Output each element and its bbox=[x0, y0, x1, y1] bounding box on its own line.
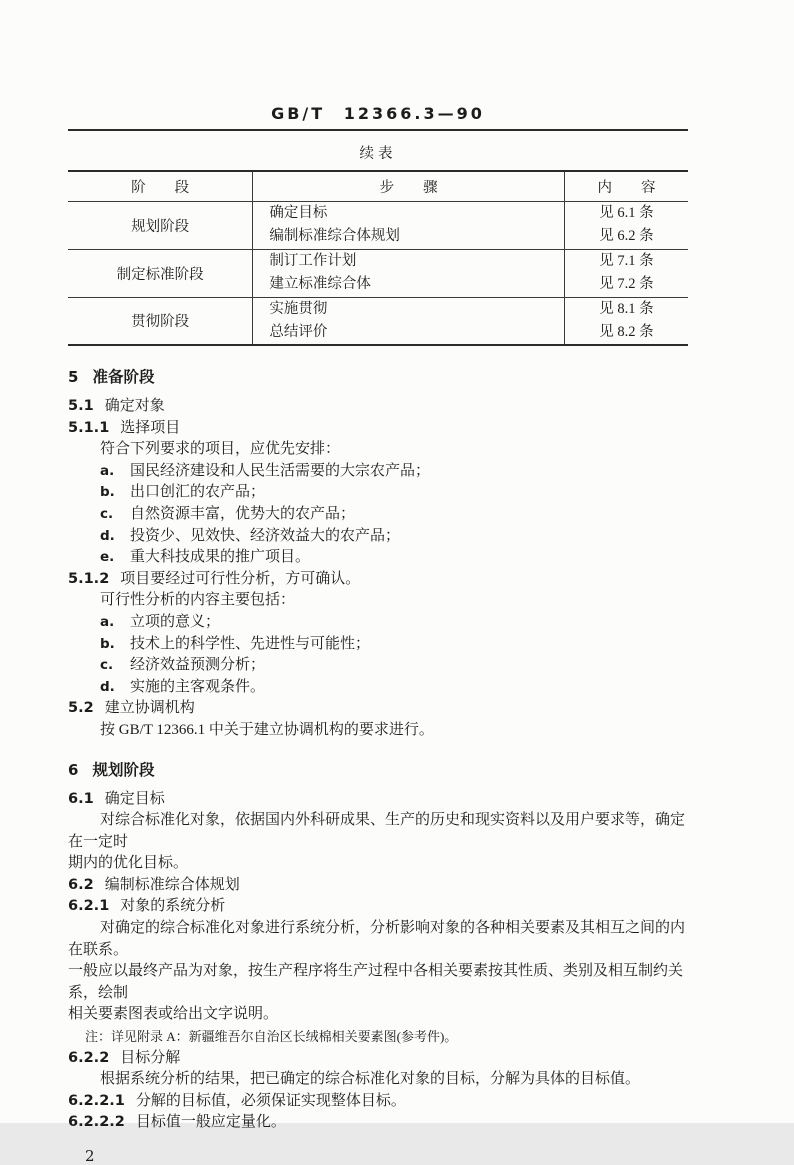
ref-line: 见 6.2 条 bbox=[599, 228, 654, 244]
clause-6-2-2-1 bbox=[68, 1091, 688, 1113]
list-item-d bbox=[68, 526, 688, 548]
item-letter: b. bbox=[100, 635, 115, 652]
clause-number: 5.1 bbox=[68, 398, 94, 414]
ref-line: 见 7.1 条 bbox=[599, 253, 654, 269]
clause-title: 建立协调机构 bbox=[104, 700, 195, 717]
list-item-a bbox=[68, 461, 688, 483]
page-number: 2 bbox=[85, 1147, 95, 1165]
note-line: 注：详见附录 A：新疆维吾尔自治区长绒棉相关要素图(参考件)。 bbox=[85, 1029, 458, 1045]
clause-5-2 bbox=[68, 698, 688, 720]
item-letter: a. bbox=[100, 613, 115, 630]
document-body bbox=[68, 366, 688, 1165]
item-letter: e. bbox=[100, 549, 115, 566]
step-line: 建立标准综合体 bbox=[269, 276, 371, 292]
step-line: 实施贯彻 bbox=[269, 300, 328, 317]
clause-5-heading bbox=[68, 366, 688, 389]
clause-title: 准备阶段 bbox=[92, 368, 155, 386]
list-item-e bbox=[68, 547, 688, 569]
clause-5-1 bbox=[68, 396, 688, 418]
clause-6-2-1 bbox=[68, 896, 688, 918]
steps-cell bbox=[253, 201, 565, 249]
content-area bbox=[68, 0, 688, 1165]
content-cell bbox=[564, 201, 688, 249]
content-cell bbox=[564, 249, 688, 297]
list-item-c bbox=[68, 504, 688, 526]
continued-table-label: 续表 bbox=[359, 146, 397, 162]
item-text: 重大科技成果的推广项目。 bbox=[130, 549, 311, 566]
ref-line: 见 7.2 条 bbox=[599, 276, 654, 292]
col-header-stage: 阶 段 bbox=[68, 171, 253, 201]
clause-5-1-1 bbox=[68, 418, 688, 440]
stage-cell: 贯彻阶段 bbox=[131, 314, 190, 331]
step-line: 总结评价 bbox=[269, 323, 328, 340]
steps-cell bbox=[253, 297, 565, 345]
item-text: 技术上的科学性、先进性与可能性； bbox=[130, 635, 371, 652]
clause-number: 6 bbox=[68, 760, 79, 779]
clause-title: 目标分解 bbox=[120, 1049, 181, 1066]
paragraph: 根据系统分析的结果，把已确定的综合标准化对象的目标，分解为具体的目标值。 bbox=[100, 1071, 641, 1088]
step-line: 确定目标 bbox=[269, 205, 328, 221]
clause-title: 编制标准综合体规划 bbox=[104, 876, 240, 893]
step-line: 制订工作计划 bbox=[269, 253, 357, 269]
clause-number: 6.2.2.2 bbox=[68, 1114, 125, 1131]
item-letter: c. bbox=[100, 505, 114, 522]
item-letter: c. bbox=[100, 657, 114, 674]
content-cell bbox=[564, 297, 688, 345]
paragraph-continuation: 一般应以最终产品为对象，按生产程序将生产过程中各相关要素按其性质、类别及相互制约关系，绘制 bbox=[68, 963, 684, 1001]
clause-number: 5 bbox=[68, 368, 79, 386]
col-header-content: 内 容 bbox=[564, 171, 688, 201]
clause-number: 6.2.2.1 bbox=[68, 1092, 125, 1109]
paragraph: 按 GB/T 12366.1 中关于建立协调机构的要求进行。 bbox=[100, 721, 434, 738]
table-row bbox=[68, 201, 688, 249]
item-text: 自然资源丰富，优势大的农产品； bbox=[130, 505, 356, 522]
item-text: 立项的意义； bbox=[130, 613, 221, 630]
paragraph: 对确定的综合标准化对象进行系统分析，分析影响对象的各种相关要素及其相互之间的内在联系。 bbox=[68, 920, 686, 958]
item-text: 国民经济建设和人民生活需要的大宗农产品； bbox=[130, 462, 431, 479]
clause-title: 确定对象 bbox=[104, 398, 165, 414]
clause-text: 项目要经过可行性分析，方可确认。 bbox=[120, 570, 361, 587]
list-item-c bbox=[68, 655, 688, 677]
clause-title: 对象的系统分析 bbox=[120, 898, 226, 915]
item-text: 出口创汇的农产品； bbox=[130, 484, 266, 501]
clause-number: 6.1 bbox=[68, 790, 94, 807]
stage-cell: 规划阶段 bbox=[68, 201, 253, 249]
paragraph: 符合下列要求的项目，应优先安排： bbox=[100, 441, 341, 458]
clause-number: 5.1.1 bbox=[68, 419, 110, 436]
item-text: 实施的主客观条件。 bbox=[130, 678, 266, 695]
clause-number: 6.2.2 bbox=[68, 1049, 110, 1066]
paragraph: 可行性分析的内容主要包括： bbox=[100, 592, 296, 609]
stage-step-table bbox=[68, 170, 688, 346]
clause-title: 规划阶段 bbox=[92, 760, 155, 779]
paragraph-continuation: 相关要素图表或给出文字说明。 bbox=[68, 1006, 279, 1023]
ref-line: 见 8.2 条 bbox=[599, 323, 654, 340]
clause-6-1 bbox=[68, 789, 688, 811]
clause-title: 选择项目 bbox=[120, 419, 181, 436]
clause-5-1-2 bbox=[68, 569, 688, 591]
clause-number: 6.2 bbox=[68, 876, 94, 893]
steps-cell bbox=[253, 249, 565, 297]
ref-line: 见 6.1 条 bbox=[599, 205, 654, 221]
ref-line: 见 8.1 条 bbox=[599, 300, 654, 317]
clause-title: 确定目标 bbox=[104, 790, 165, 807]
list-item-b bbox=[68, 482, 688, 504]
table-header-row bbox=[68, 171, 688, 201]
col-header-step: 步 骤 bbox=[253, 171, 565, 201]
item-letter: a. bbox=[100, 462, 115, 479]
clause-6-heading bbox=[68, 759, 688, 782]
header-rule bbox=[68, 129, 688, 131]
paragraph-continuation: 期内的优化目标。 bbox=[68, 855, 189, 872]
table-row bbox=[68, 249, 688, 297]
stage-cell: 制定标准阶段 bbox=[68, 249, 253, 297]
clause-text: 目标值一般应定量化。 bbox=[135, 1114, 286, 1131]
clause-number: 5.1.2 bbox=[68, 570, 110, 587]
standard-code: GB/T 12366.3—90 bbox=[271, 104, 485, 123]
clause-6-2-2-2 bbox=[68, 1112, 688, 1134]
table-row bbox=[68, 297, 688, 345]
list-item-a bbox=[68, 612, 688, 634]
item-text: 投资少、见效快、经济效益大的农产品； bbox=[130, 527, 401, 544]
clause-6-2-2 bbox=[68, 1048, 688, 1070]
item-letter: d. bbox=[100, 527, 115, 544]
item-text: 经济效益预测分析； bbox=[130, 657, 266, 674]
clause-number: 6.2.1 bbox=[68, 898, 110, 915]
step-line: 编制标准综合体规划 bbox=[269, 228, 400, 244]
paragraph: 对综合标准化对象，依据国内外科研成果、生产的历史和现实资料以及用户要求等，确定在一定时 bbox=[68, 812, 686, 850]
clause-number: 5.2 bbox=[68, 700, 94, 717]
clause-6-2 bbox=[68, 875, 688, 897]
item-letter: d. bbox=[100, 678, 115, 695]
item-letter: b. bbox=[100, 484, 115, 501]
list-item-b bbox=[68, 634, 688, 656]
clause-text: 分解的目标值，必须保证实现整体目标。 bbox=[135, 1092, 406, 1109]
list-item-d bbox=[68, 677, 688, 699]
